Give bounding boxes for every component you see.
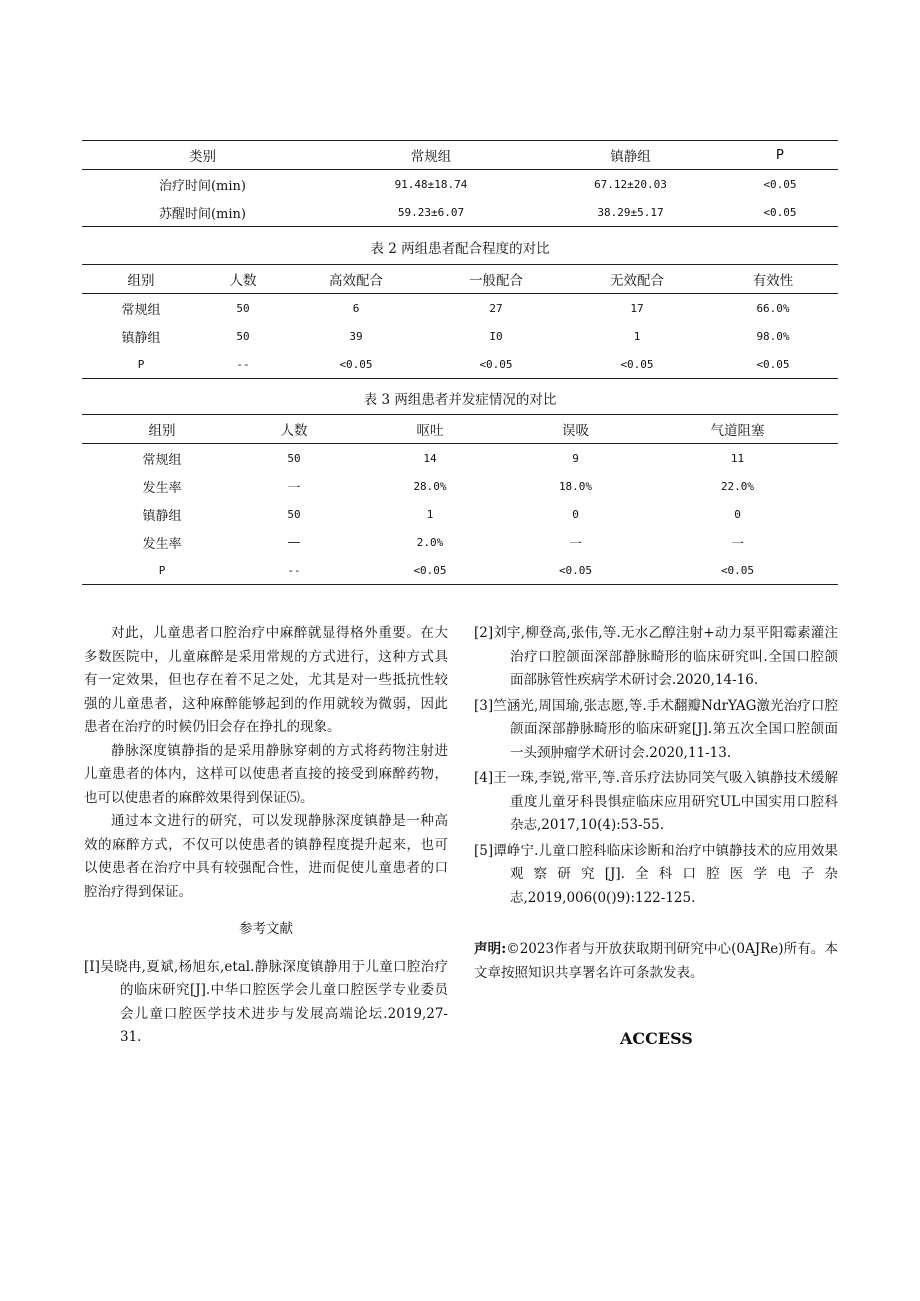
cell: 50: [236, 329, 250, 343]
table-2: [82, 264, 838, 379]
cell: 98.0%: [756, 329, 790, 343]
table-row: [82, 294, 838, 323]
cell: <0.05: [558, 563, 593, 577]
cell: 9: [572, 451, 579, 465]
cell: 50: [287, 507, 301, 521]
cell: 50: [287, 451, 301, 465]
right-column: [474, 622, 838, 985]
header-cell: 高效配合: [329, 273, 383, 289]
header-cell: 无效配合: [610, 273, 664, 289]
cell: 39: [349, 329, 363, 343]
statement-label: 声明:: [474, 941, 507, 957]
cell: 发生率: [142, 536, 182, 552]
reference-item: [I]吴晓冉,夏斌,杨旭东,etal.静脉深度镇静用于儿童口腔治疗的临床研究[J].中华口腔医学会儿童口腔医学专业委员会儿童口腔医学技术进步与发展高端论坛.2019,27-31.: [84, 958, 448, 1045]
cell: 镇静组: [142, 508, 182, 524]
header-cell: P: [775, 147, 785, 163]
header-cell: 组别: [148, 423, 176, 439]
table-row: [82, 528, 838, 556]
cell: 1: [426, 507, 434, 521]
references-title: 参考文献: [239, 921, 293, 937]
cell: 91.48±18.74: [394, 177, 468, 191]
cell: <0.05: [339, 357, 373, 371]
cell: 22.0%: [720, 479, 755, 493]
header-cell: 类别: [189, 149, 216, 165]
cell: P: [158, 563, 166, 577]
cell: 0: [734, 507, 741, 521]
cell: <0.05: [763, 177, 797, 191]
cell: 28.0%: [413, 479, 447, 493]
table-2-caption: 表 2 两组患者配合程度的对比: [370, 241, 550, 257]
cell: 17: [630, 301, 644, 315]
cell: 0: [572, 507, 579, 521]
cell: --: [287, 563, 301, 577]
table-header-row: [82, 141, 838, 170]
header-cell: 镇静组: [610, 149, 651, 165]
header-cell: 气道阻塞: [710, 423, 765, 439]
cell: P: [137, 357, 145, 371]
table-row: [82, 500, 838, 528]
open-access-label: ACCESS: [620, 1029, 693, 1048]
header-cell: 一般配合: [469, 273, 523, 289]
copyright-statement: [474, 938, 838, 985]
statement-text: ©2023作者与开放获取期刊研究中心(0AJRe)所有。本文章按照知识共享署名许可条款发表。: [474, 941, 839, 981]
cell: —: [287, 534, 301, 550]
header-cell: 人数: [280, 423, 308, 439]
left-column: [84, 622, 448, 1052]
table-row: [82, 322, 838, 350]
cell: 27: [489, 301, 503, 315]
table-row: [82, 444, 838, 473]
cell: 发生率: [142, 480, 182, 496]
header-cell: 呕吐: [416, 423, 444, 439]
table-header-row: [82, 415, 838, 444]
body-paragraph: 通过本文进行的研究，可以发现静脉深度镇静是一种高效的麻醉方式，不仅可以使患者的镇静程度提升起来，也可以使患者在治疗中具有较强配合性，进而促使儿童患者的口腔治疗得到保证。: [84, 813, 448, 900]
cell: 50: [236, 301, 250, 315]
header-cell: 误吸: [562, 423, 589, 439]
cell: 18.0%: [558, 479, 593, 493]
cell: 66.0%: [756, 301, 790, 315]
cell: --: [236, 357, 250, 371]
table-1: [82, 140, 838, 227]
table-row: [82, 198, 838, 227]
reference-item: [5]谭峥宁.儿童口腔科临床诊断和治疗中镇静技术的应用效果观察研究[J].全科口腔医学电子杂志,2019,006(0()9):122-125.: [474, 842, 838, 906]
table-header-row: [82, 265, 838, 294]
cell: 镇静组: [121, 330, 161, 346]
cell: 1: [633, 329, 641, 343]
header-cell: 人数: [229, 273, 257, 289]
cell: <0.05: [763, 205, 797, 219]
header-cell: 常规组: [410, 149, 452, 165]
cell: 59.23±6.07: [397, 205, 465, 219]
cell: <0.05: [413, 563, 447, 577]
cell: I0: [489, 329, 503, 343]
reference-item: [2]刘宇,柳登高,张伟,等.无水乙醇注射+动力泵平阳霉素灌注治疗口腔颌面深部静脉畸形的临床研究叫.全国口腔颌面部脉管性疾病学术研讨会.2020,14-16.: [474, 625, 838, 688]
reference-item: [3]竺涵光,周国瑜,张志愿,等.手术翻瓣NdrYAG激光治疗口腔颌面深部静脉畸形的临床研窕[J].第五次全国口腔颌面一头颈肿瘤学术研讨会.2020,11-13.: [474, 697, 838, 761]
cell: 一: [730, 536, 744, 552]
table-3-caption: 表 3 两组患者并发症情况的对比: [363, 392, 557, 408]
cell: <0.05: [756, 357, 790, 371]
cell: <0.05: [720, 563, 755, 577]
table-row: [82, 556, 838, 585]
cell: 苏醒时间(min): [158, 206, 246, 222]
cell: 11: [730, 451, 745, 465]
header-cell: 组别: [127, 273, 155, 289]
cell: <0.05: [620, 357, 654, 371]
reference-item: [4]王一珠,李锐,常平,等.音乐疗法协同笑气吸入镇静技术缓解重度儿童牙科畏惧症临床应用研究UL中国实用口腔科杂志,2017,10(4):53-55.: [474, 770, 838, 833]
cell: 常规组: [142, 452, 182, 468]
cell: 2.0%: [416, 535, 444, 549]
cell: 一: [287, 480, 301, 496]
cell: 38.29±5.17: [597, 205, 664, 219]
body-paragraph: 静脉深度镇静指的是采用静脉穿刺的方式将药物注射进儿童患者的体内，这样可以使患者直接的接受到麻醉药物，也可以使患者的麻醉效果得到保证⑸。: [84, 742, 448, 806]
cell: 14: [423, 451, 437, 465]
cell: 治疗时间(min): [158, 178, 246, 194]
cell: 常规组: [121, 302, 161, 318]
header-cell: 有效性: [752, 273, 794, 289]
cell: 67.12±20.03: [594, 177, 667, 191]
cell: 6: [352, 301, 360, 315]
cell: 一: [568, 536, 582, 552]
table-row: [82, 350, 838, 379]
cell: <0.05: [479, 357, 513, 371]
table-row: [82, 472, 838, 500]
table-row: [82, 170, 838, 199]
table-3: [82, 414, 838, 585]
body-paragraph: 对此，儿童患者口腔治疗中麻醉就显得格外重要。在大多数医院中，儿童麻醉是采用常规的方式进行，这种方式具有一定效果，但也存在着不足之处，尤其是对一些抵抗性较强的儿童患者，这种麻醉能够起到的作用就较为微弱，因此患者在治疗的时候仍旧会存在挣扎的现象。: [84, 625, 448, 735]
